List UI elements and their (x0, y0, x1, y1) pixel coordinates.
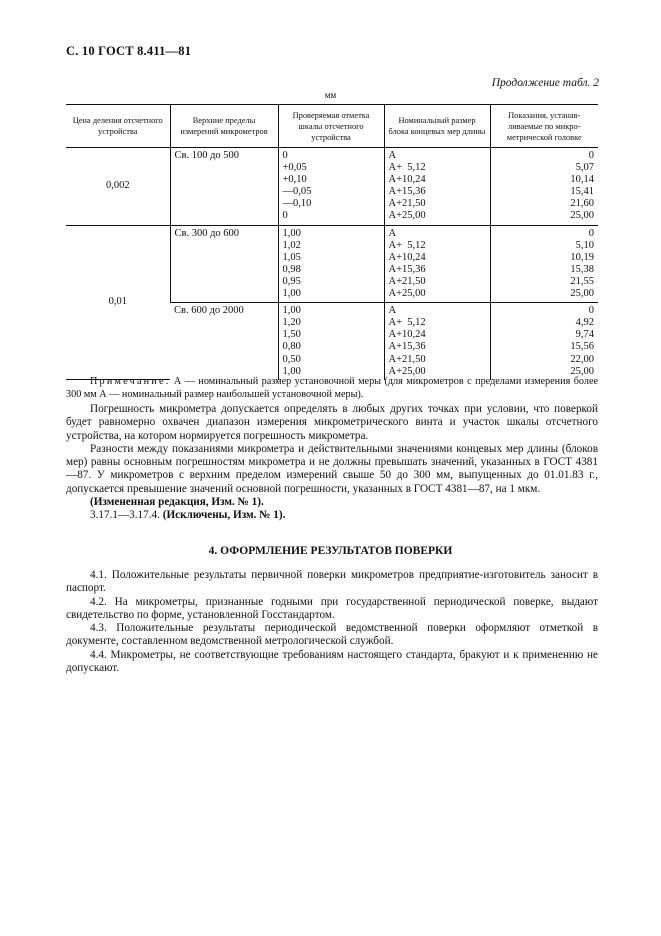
reading-value: 4,92 (575, 317, 594, 329)
nominal-value: А+ 5,12 (388, 239, 426, 251)
reading-value: 21,60 (570, 198, 594, 210)
table-continuation-label: Продолжение табл. 2 (491, 77, 599, 89)
nominal-value: А+10,24 (388, 251, 426, 263)
mark-value: 1,02 (282, 239, 301, 251)
mark-value: 1,00 (282, 288, 301, 300)
marks-cell (278, 148, 384, 226)
mark-value: 1,20 (282, 317, 301, 329)
amendment-note: (Измененная редакция, Изм. № 1). (90, 496, 264, 509)
marks-cell (278, 303, 384, 380)
paragraph: Разности между показаниями микрометра и действительными значениями концевых мер длины (блоков мер) равны основным погрешностям микрометра и не должны превышать значений, указанных в ГОСТ 4381—87. У микрометров с верхним пределом измерений свыше 50 до 300 мм, выпущенных до 01.01.83 г., допускается превышение значений основной погрешности, указанных в ГОСТ 4381—87, на 1 мкм. (66, 442, 598, 495)
table-note (66, 376, 598, 401)
nominal-value: А+15,36 (388, 341, 426, 353)
excluded-note: (Исключены, Изм. № 1). (162, 509, 286, 522)
readings-cell (490, 225, 598, 303)
column-header-reading: Показания, устанавливаемые по микрометрической головке (490, 105, 598, 148)
mark-value: 1,05 (282, 251, 301, 263)
paragraph: 4.2. На микрометры, признанные годными при государственной периодической поверке, выдают свидетельство по форме, установленной Госстандартом. (66, 595, 598, 621)
mark-value: 1,00 (282, 305, 301, 317)
readings-cell (490, 303, 598, 380)
readings-cell (490, 148, 598, 226)
mark-value: 0 (282, 210, 288, 222)
mark-value: 0,98 (282, 263, 301, 275)
nominal-cell (384, 225, 490, 303)
reading-value: 10,14 (570, 174, 594, 186)
mark-value: 0,50 (282, 353, 301, 365)
paragraph: 4.1. Положительные результаты первичной поверки микрометров предприятие-изготовитель заносит в паспорт. (66, 569, 598, 595)
table-row (66, 225, 598, 303)
table-unit: мм (324, 90, 337, 100)
mark-value: —0,05 (282, 186, 312, 198)
note-text: А — номинальный размер установочной меры (для микрометров с пределами измерения более 300 мм А — номинальный размер наибольшей установочной меры). (66, 376, 598, 400)
mark-value: 0,95 (282, 275, 301, 287)
section-title: 4. ОФОРМЛЕНИЕ РЕЗУЛЬТАТОВ ПОВЕРКИ (208, 545, 453, 557)
reading-value: 15,56 (570, 341, 594, 353)
reading-value: 15,38 (570, 263, 594, 275)
section-body (66, 569, 598, 675)
mark-value: +0,10 (282, 174, 307, 186)
nominal-value: А+15,36 (388, 186, 426, 198)
mark-value: +0,05 (282, 162, 307, 174)
note-label: Примечание. (90, 376, 171, 387)
nominal-value: А (388, 150, 397, 161)
nominal-value: А+ 5,12 (388, 162, 426, 174)
column-header-division: Цена деления отсчетного устройства (66, 105, 170, 148)
nominal-value: А+10,24 (388, 329, 426, 341)
nominal-value: А (388, 227, 397, 239)
nominal-value: А+21,50 (388, 353, 426, 365)
nominal-value: А+25,00 (388, 210, 426, 222)
reading-value: 21,55 (570, 275, 594, 287)
reading-value: 25,00 (570, 210, 594, 222)
column-header-nominal: Номинальный размер блока концевых мер длины (384, 105, 490, 148)
mark-value: —0,10 (282, 198, 312, 210)
nominal-value: А+10,24 (388, 174, 426, 186)
reading-value: 22,00 (570, 353, 594, 365)
range-cell: Св. 100 до 500 (170, 148, 278, 226)
reading-value: 15,41 (570, 186, 594, 198)
mark-value: 1,00 (282, 227, 301, 239)
nominal-value: А+ 5,12 (388, 317, 426, 329)
column-header-range: Верхние пределы измерений микрометров (170, 105, 278, 148)
marks-cell (278, 225, 384, 303)
nominal-value: А+21,50 (388, 275, 426, 287)
reading-value: 25,00 (570, 365, 594, 377)
table-header-row (66, 105, 598, 148)
reading-value: 9,74 (575, 329, 594, 341)
body-text (66, 403, 598, 523)
range-cell: Св. 600 до 2000 (174, 305, 244, 317)
reading-value: 5,07 (575, 162, 594, 174)
excluded-clauses (66, 509, 598, 522)
mark-value: 0,80 (282, 341, 301, 353)
reading-value: 0 (588, 227, 594, 239)
column-header-mark: Проверяемая отметка шкалы отсчетного устройства (278, 105, 384, 148)
nominal-value: А (388, 305, 397, 317)
reading-value: 5,10 (575, 239, 594, 251)
page-header: С. 10 ГОСТ 8.411—81 (66, 44, 192, 58)
calibration-table (66, 104, 598, 380)
excluded-ref: 3.17.1—3.17.4. (90, 509, 160, 522)
nominal-value: А+21,50 (388, 198, 426, 210)
reading-value: 25,00 (570, 288, 594, 300)
table-row (66, 148, 598, 226)
reading-value: 10,19 (570, 251, 594, 263)
nominal-value: А+25,00 (388, 288, 426, 300)
mark-value: 1,50 (282, 329, 301, 341)
paragraph: Погрешность микрометра допускается определять в любых других точках при условии, что поверкой будет равномерно охвачен диапазон измерения микрометрического винта и участок шкалы отсчетного устройства, на котором нормируется погрешность микрометра. (66, 403, 598, 442)
mark-value: 0 (282, 150, 288, 161)
division-cell: 0,01 (66, 225, 170, 380)
nominal-cell (384, 148, 490, 226)
nominal-value: А+25,00 (388, 365, 426, 377)
reading-value: 0 (588, 150, 594, 161)
nominal-cell (384, 303, 490, 380)
nominal-value: А+15,36 (388, 263, 426, 275)
paragraph: 4.4. Микрометры, не соответствующие требованиям настоящего стандарта, бракуют и к применению не допускают. (66, 648, 598, 675)
division-cell: 0,002 (66, 148, 170, 226)
paragraph: 4.3. Положительные результаты периодической ведомственной поверки оформляют отметкой в документе, составленном ведомственной метрологической службой. (66, 622, 598, 648)
mark-value: 1,00 (282, 365, 301, 377)
range-cell: Св. 300 до 600 (170, 225, 278, 303)
reading-value: 0 (588, 305, 594, 317)
